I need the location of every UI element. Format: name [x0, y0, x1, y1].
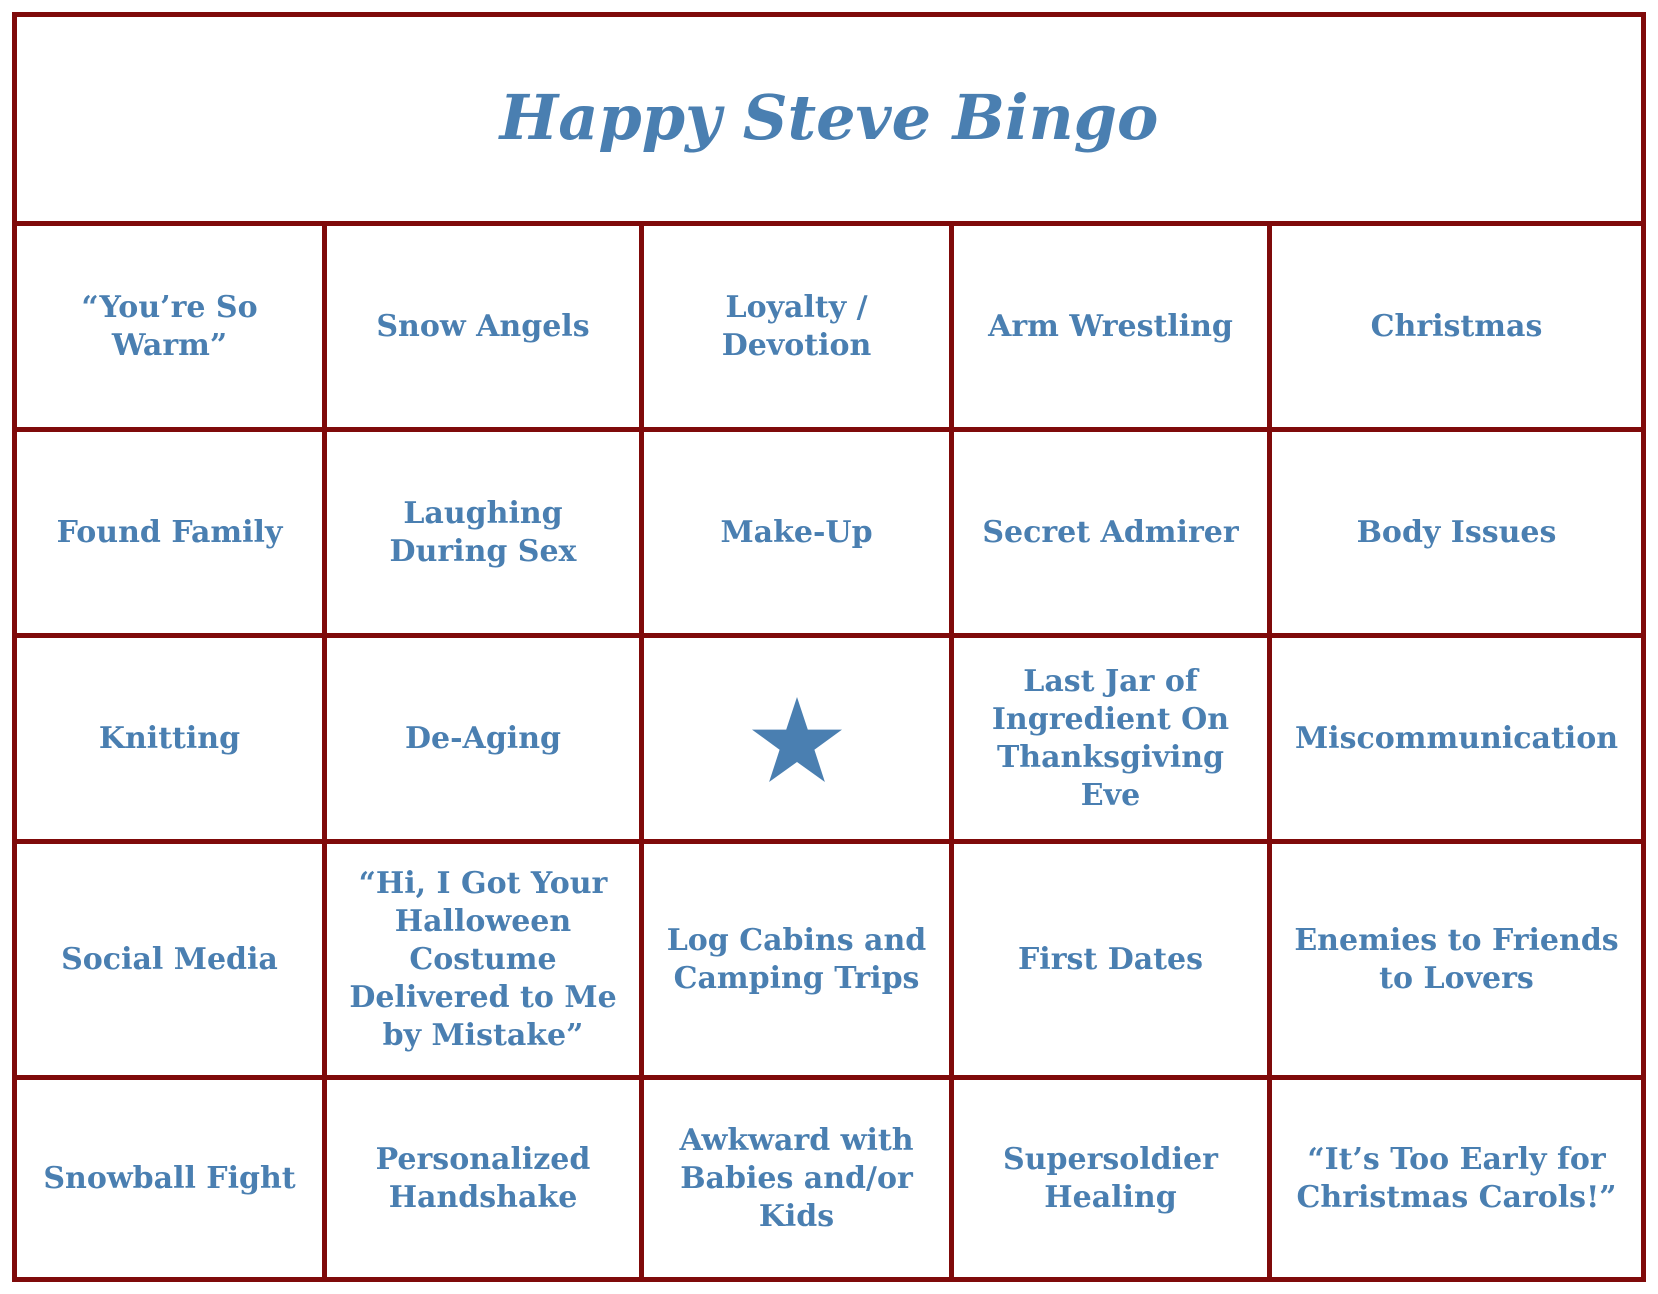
bingo-cell[interactable]	[17, 226, 327, 432]
bingo-cell-label: Miscommunication	[1294, 720, 1619, 756]
bingo-cell-label: Secret Admirer	[982, 514, 1239, 550]
bingo-cell-label: Knitting	[98, 720, 241, 756]
bingo-cell-label: “Hi, I Got Your Halloween Costume Delivered to Me by Mistake”	[349, 865, 617, 1053]
bingo-cell-label: First Dates	[1018, 941, 1203, 977]
bingo-cell[interactable]	[17, 638, 327, 844]
bingo-cell[interactable]	[1272, 1080, 1641, 1277]
bingo-cell-label: “You’re So Warm”	[81, 289, 258, 363]
bingo-cell[interactable]	[1272, 638, 1641, 844]
bingo-cell-label: Social Media	[61, 941, 278, 977]
bingo-cell[interactable]	[954, 432, 1272, 638]
bingo-cell[interactable]	[327, 638, 644, 844]
bingo-cell[interactable]	[1272, 226, 1641, 432]
bingo-cell[interactable]	[954, 844, 1272, 1080]
bingo-cell[interactable]	[954, 226, 1272, 432]
bingo-cell-label: Body Issues	[1356, 514, 1557, 550]
bingo-cell-label: Log Cabins and Camping Trips	[666, 922, 927, 996]
bingo-cell[interactable]	[954, 1080, 1272, 1277]
bingo-cell[interactable]	[327, 844, 644, 1080]
bingo-cell[interactable]	[954, 638, 1272, 844]
bingo-cell-label: Snow Angels	[376, 308, 590, 344]
bingo-cell[interactable]	[644, 432, 954, 638]
bingo-board	[12, 12, 1646, 1282]
bingo-cell[interactable]	[1272, 844, 1641, 1080]
bingo-cell[interactable]	[644, 226, 954, 432]
bingo-cell-label: Laughing During Sex	[389, 495, 577, 569]
bingo-cell[interactable]	[17, 844, 327, 1080]
bingo-cell[interactable]	[644, 1080, 954, 1277]
bingo-cell-label: Supersoldier Healing	[1003, 1141, 1218, 1215]
bingo-cell[interactable]	[17, 432, 327, 638]
bingo-cell-label: Found Family	[56, 514, 283, 550]
bingo-cell-label: Last Jar of Ingredient On Thanksgiving Eve	[991, 663, 1230, 813]
bingo-cell-label: Personalized Handshake	[375, 1141, 591, 1215]
bingo-cell-label: Loyalty / Devotion	[721, 289, 872, 363]
bingo-cell[interactable]	[644, 844, 954, 1080]
bingo-cell-label: Enemies to Friends to Lovers	[1294, 922, 1619, 996]
bingo-cell-label: Arm Wrestling	[988, 308, 1233, 344]
title-cell	[17, 17, 1641, 226]
page-title: Happy Steve Bingo	[499, 80, 1159, 154]
bingo-cell[interactable]	[1272, 432, 1641, 638]
bingo-cell[interactable]	[327, 1080, 644, 1277]
free-space-cell[interactable]	[644, 638, 954, 844]
star-icon	[751, 695, 843, 783]
bingo-cell-label: Christmas	[1370, 308, 1543, 344]
bingo-cell[interactable]	[327, 226, 644, 432]
bingo-cell-label: De-Aging	[405, 720, 561, 756]
bingo-cell[interactable]	[17, 1080, 327, 1277]
bingo-cell-label: Snowball Fight	[43, 1160, 296, 1196]
bingo-cell-label: Make-Up	[720, 514, 873, 550]
bingo-cell-label: “It’s Too Early for Christmas Carols!”	[1296, 1141, 1617, 1215]
bingo-cell[interactable]	[327, 432, 644, 638]
bingo-cell-label: Awkward with Babies and/or Kids	[679, 1122, 914, 1234]
